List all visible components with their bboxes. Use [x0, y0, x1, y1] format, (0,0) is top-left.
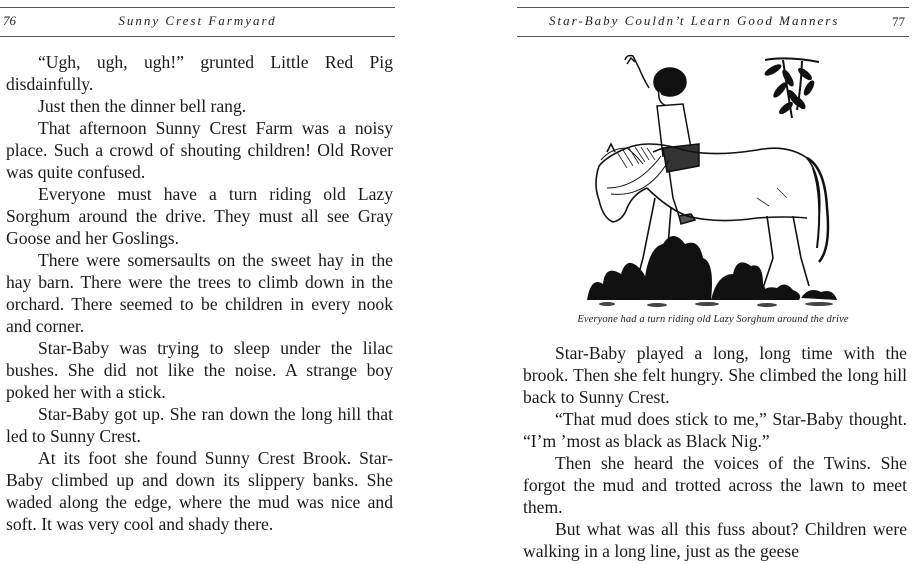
illustration-boy-riding-pony-icon — [587, 48, 847, 310]
running-head — [517, 12, 909, 32]
paragraph: That afternoon Sunny Crest Farm was a noisy place. Such a crowd of shouting children! Old Rover was quite confused. — [6, 118, 393, 182]
header-rule-bottom — [517, 36, 909, 37]
page-number: 77 — [892, 14, 905, 29]
paragraph: “Ugh, ugh, ugh!” grunted Little Red Pig disdainfully. — [6, 52, 393, 94]
running-head-title: Sunny Crest Farmyard — [118, 13, 277, 28]
paragraph: Star-Baby was trying to sleep under the lilac bushes. She did not like the noise. A strange boy poked her with a stick. — [6, 338, 393, 402]
running-head-title: Star-Baby Couldn’t Learn Good Manners — [549, 13, 840, 28]
header-rule-bottom — [0, 36, 395, 37]
paragraph: At its foot she found Sunny Crest Brook. Star-Baby climbed up and down its slippery banks. She waded along the edge, where the mud was nice and soft. It was very cool and shady there. — [6, 448, 393, 534]
header-rule-top — [517, 7, 909, 8]
header-rule-top — [0, 7, 395, 8]
running-head — [0, 12, 395, 32]
right-page — [517, 0, 909, 564]
body-text — [6, 51, 393, 535]
paragraph: There were somersaults on the sweet hay in the hay barn. There were the trees to climb down in the orchard. There seemed to be children in every nook and corner. — [6, 250, 393, 336]
paragraph: Star-Baby played a long, long time with the brook. Then she felt hungry. She climbed the long hill back to Sunny Crest. — [523, 343, 907, 407]
paragraph: But what was all this fuss about? Children were walking in a long line, just as the geese — [523, 519, 907, 561]
paragraph: Star-Baby got up. She ran down the long hill that led to Sunny Crest. — [6, 404, 393, 446]
paragraph: “That mud does stick to me,” Star-Baby thought. “I’m ’most as black as Black Nig.” — [523, 409, 907, 451]
paragraph: Then she heard the voices of the Twins. She forgot the mud and trotted across the lawn to meet them. — [523, 453, 907, 517]
figure-caption: Everyone had a turn riding old Lazy Sorghum around the drive — [577, 314, 849, 325]
left-page — [0, 0, 395, 564]
paragraph: Everyone must have a turn riding old Lazy Sorghum around the drive. They must all see Gray Goose and her Goslings. — [6, 184, 393, 248]
body-text — [523, 342, 907, 562]
paragraph: Just then the dinner bell rang. — [38, 96, 247, 116]
page-number: 76 — [3, 13, 16, 28]
